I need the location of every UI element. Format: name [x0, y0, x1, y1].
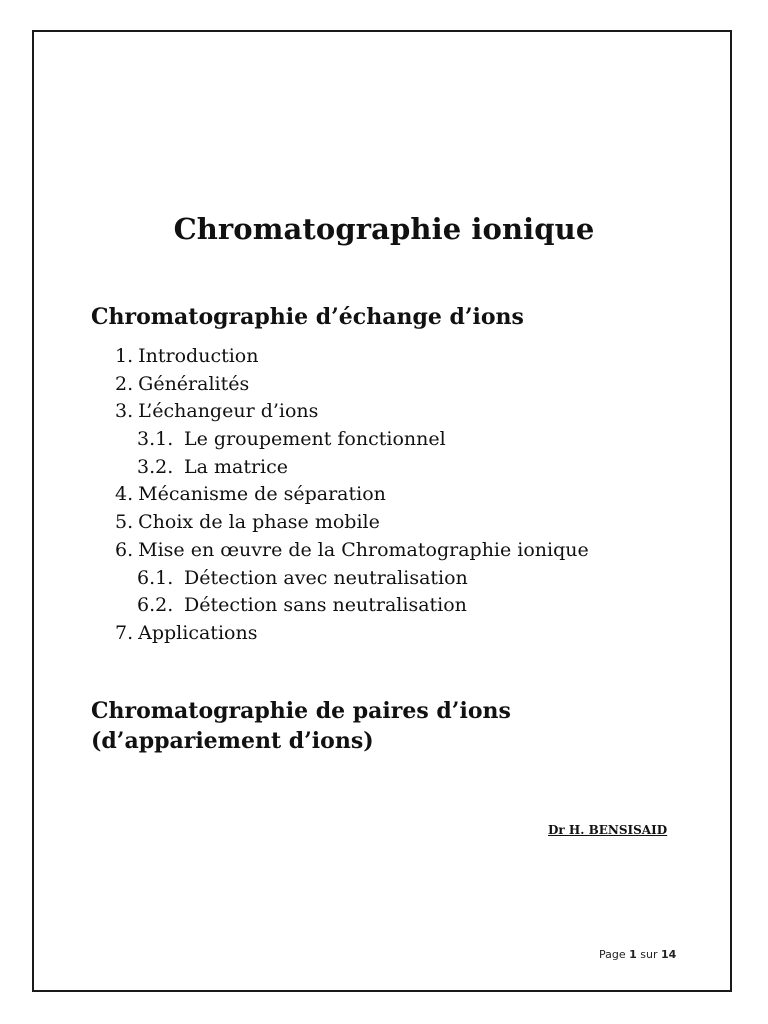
toc-item-number: 3.2.: [137, 455, 174, 478]
document-title: Chromatographie ionique: [173, 212, 595, 246]
toc-item: [0, 537, 768, 565]
section-heading-line: (d’appariement d’ions): [91, 728, 374, 754]
toc-item-number: 5.: [115, 511, 134, 534]
toc-item-number: 6.1.: [137, 566, 174, 589]
total-pages-number: 14: [661, 948, 677, 961]
toc-item-label: L’échangeur d’ions: [138, 400, 319, 423]
toc-item-label: Choix de la phase mobile: [138, 511, 380, 534]
toc-item-number: 6.2.: [137, 594, 174, 617]
toc-item-number: 7.: [115, 621, 134, 644]
author-name: Dr H. BENSISAID: [548, 823, 668, 837]
toc-item-label: La matrice: [184, 455, 289, 478]
toc-item-label: Applications: [138, 621, 258, 644]
toc-item: [0, 620, 768, 648]
toc-item-number: 4.: [115, 483, 134, 506]
toc-subitem: [0, 592, 768, 620]
section-heading-line: Chromatographie de paires d’ions: [91, 698, 511, 724]
current-page-number: 1: [629, 948, 637, 961]
toc-item-label: Mise en œuvre de la Chromatographie ionique: [138, 538, 589, 561]
of-word: sur: [640, 948, 658, 961]
toc-item: [0, 343, 768, 371]
table-of-contents: [0, 343, 768, 648]
page-footer: [599, 948, 676, 961]
toc-item: [0, 398, 768, 426]
toc-item-label: Le groupement fonctionnel: [184, 428, 446, 451]
toc-item-label: Détection sans neutralisation: [184, 594, 467, 617]
toc-item-label: Généralités: [138, 372, 250, 395]
toc-item-label: Introduction: [138, 345, 259, 367]
toc-item-number: 6.: [115, 538, 134, 561]
toc-subitem: [0, 565, 768, 593]
toc-item-number: 1.: [115, 345, 134, 367]
toc-subitem: [0, 454, 768, 482]
section-heading-ion-pair: [91, 696, 511, 756]
toc-item-number: 2.: [115, 372, 134, 395]
toc-item-number: 3.: [115, 400, 134, 423]
toc-item: [0, 509, 768, 537]
toc-item: [0, 371, 768, 399]
toc-subitem: [0, 426, 768, 454]
toc-item-label: Détection avec neutralisation: [184, 566, 468, 589]
section-heading-ion-exchange: Chromatographie d’échange d’ions: [91, 304, 524, 330]
page-word: Page: [599, 948, 626, 961]
toc-item: [0, 481, 768, 509]
toc-item-label: Mécanisme de séparation: [138, 483, 386, 506]
toc-item-number: 3.1.: [137, 428, 174, 451]
